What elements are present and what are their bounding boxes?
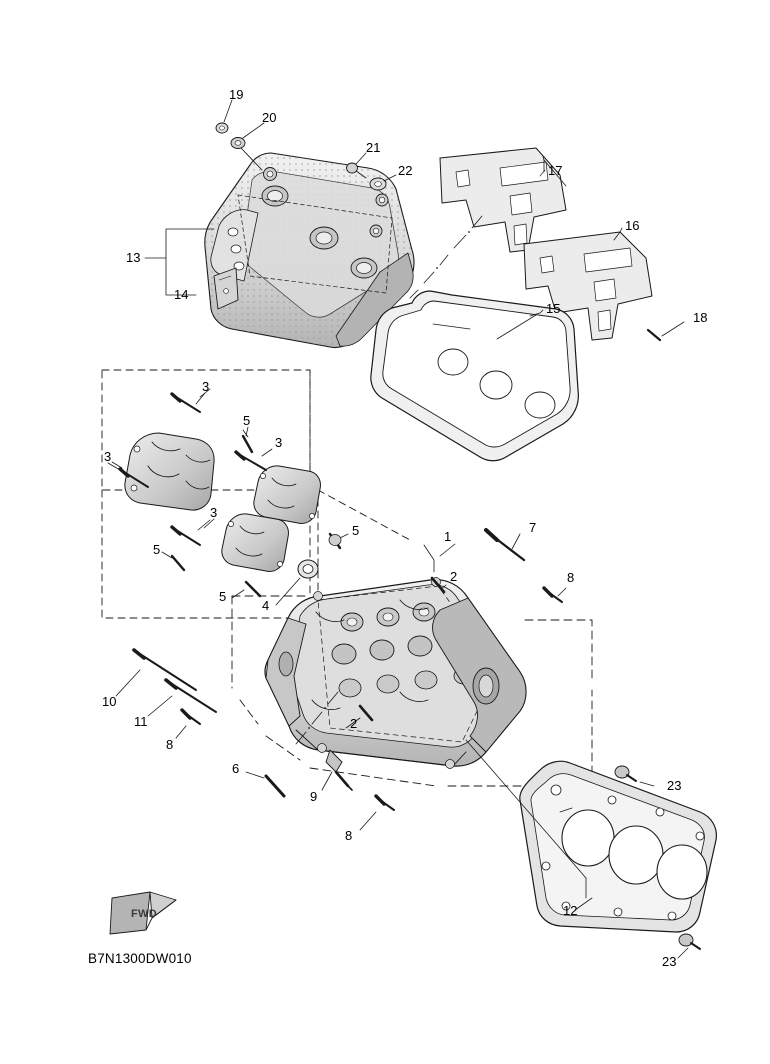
callout-12: 12 <box>563 903 578 918</box>
callout-3-d: 3 <box>210 505 218 520</box>
part-code-label: B7N1300DW010 <box>88 951 192 966</box>
callout-23-b: 23 <box>662 954 677 969</box>
callout-5-b: 5 <box>352 523 360 538</box>
callout-8-b: 8 <box>166 737 174 752</box>
callout-23-a: 23 <box>667 778 682 793</box>
callout-18: 18 <box>693 310 708 325</box>
callout-3-c: 3 <box>104 449 112 464</box>
part-18-pin <box>648 322 684 340</box>
fwd-label: FWD <box>131 908 157 920</box>
callout-14: 14 <box>174 287 189 302</box>
callout-10: 10 <box>102 694 117 709</box>
callout-5-c: 5 <box>153 542 161 557</box>
part-1-cylinder-head <box>265 578 526 769</box>
callout-11: 11 <box>134 714 148 729</box>
callout-9: 9 <box>310 789 318 804</box>
callout-7: 7 <box>529 520 537 535</box>
callout-5-a: 5 <box>243 413 251 428</box>
part-12-head-gasket <box>520 761 717 932</box>
callout-6: 6 <box>232 761 240 776</box>
callout-19: 19 <box>229 87 244 102</box>
callout-4: 4 <box>262 598 270 613</box>
callout-8-c: 8 <box>345 828 353 843</box>
part-10-11-studs <box>116 650 216 716</box>
part-15-cover-gasket <box>371 291 579 461</box>
callout-20: 20 <box>262 110 277 125</box>
callout-5-d: 5 <box>219 589 227 604</box>
callout-2-b: 2 <box>350 716 358 731</box>
camshaft-cap-group <box>102 370 410 618</box>
callout-3-a: 3 <box>202 379 210 394</box>
callout-15: 15 <box>546 301 561 316</box>
callout-1: 1 <box>444 529 452 544</box>
callout-2-a: 2 <box>450 569 458 584</box>
part-7-bolt <box>486 530 524 560</box>
callout-3-b: 3 <box>275 435 283 450</box>
callout-16: 16 <box>625 218 640 233</box>
callout-8-a: 8 <box>567 570 575 585</box>
callout-22: 22 <box>398 163 413 178</box>
callout-13: 13 <box>126 250 141 265</box>
callout-21: 21 <box>366 140 381 155</box>
part-19-washer <box>216 100 232 133</box>
part-6-pin <box>246 772 284 796</box>
callout-17: 17 <box>548 163 563 178</box>
